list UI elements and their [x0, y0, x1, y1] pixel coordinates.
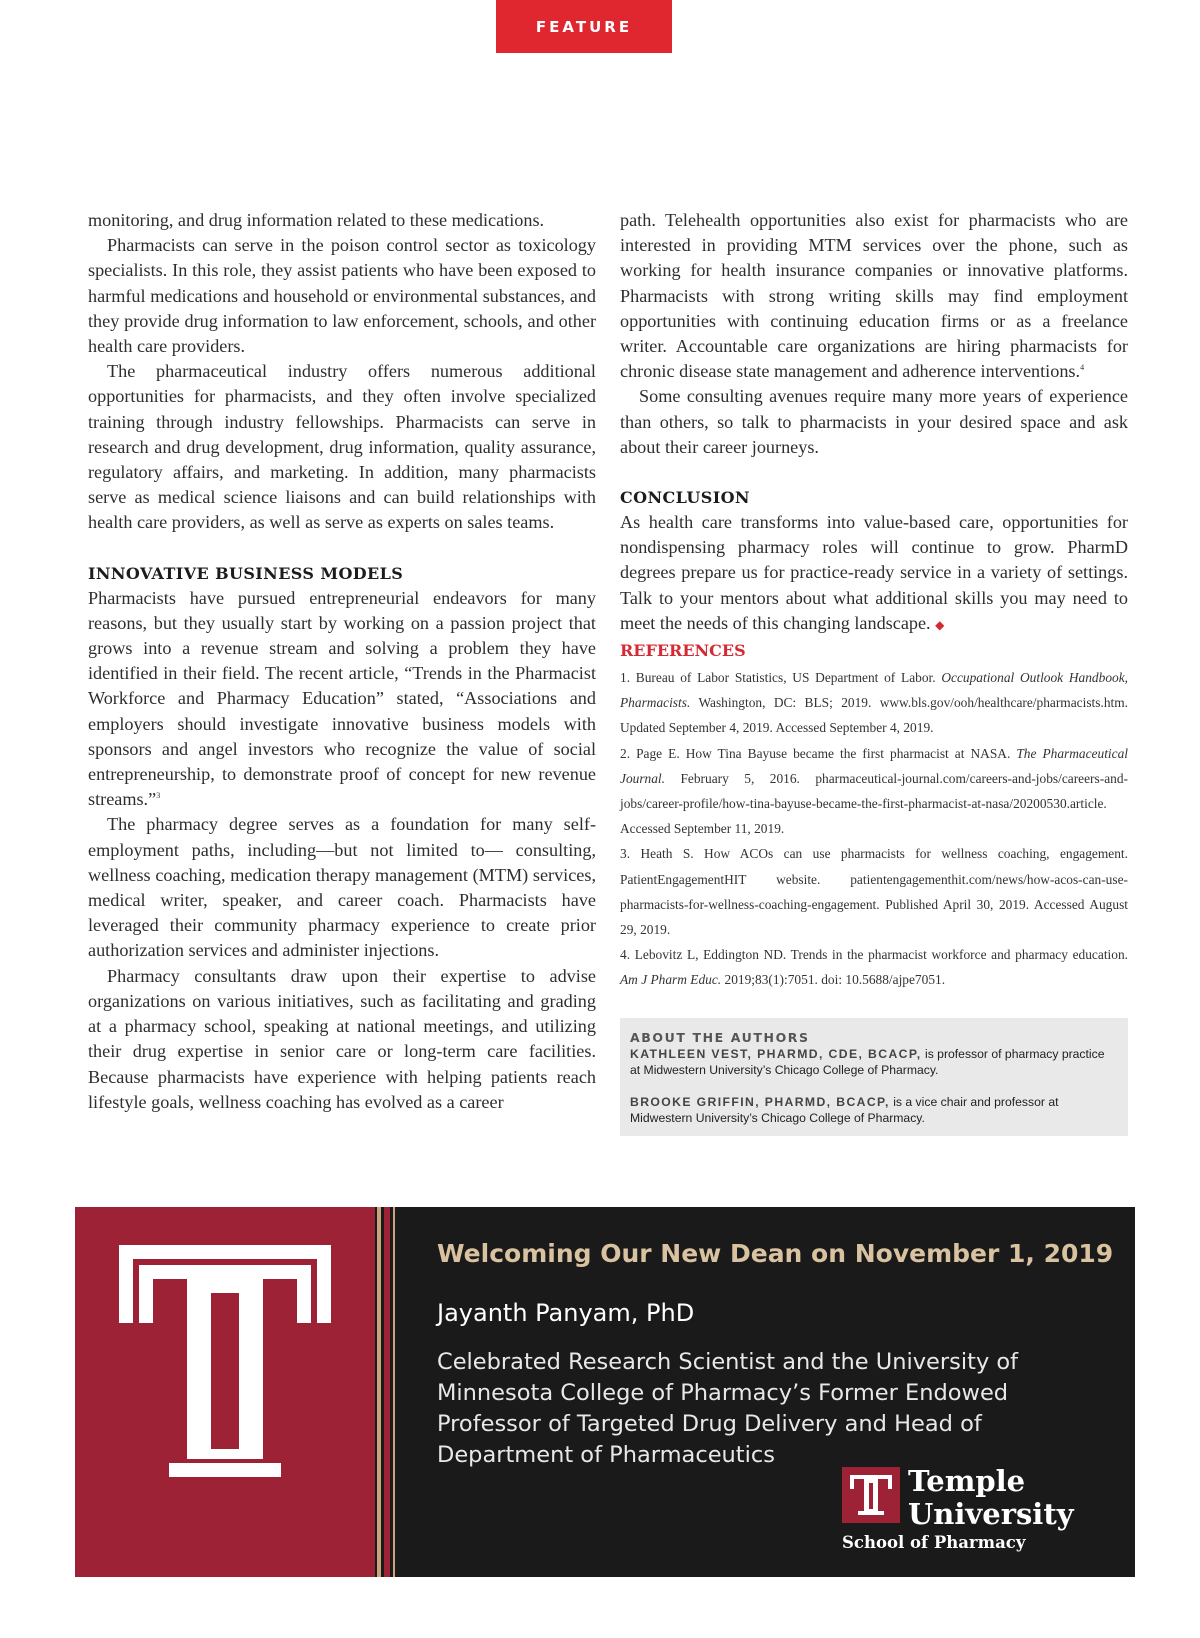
left-column: [88, 208, 596, 1115]
ad-headline: Welcoming Our New Dean on November 1, 2019: [437, 1239, 1114, 1268]
ad-description-line: Department of Pharmaceutics: [437, 1442, 775, 1468]
end-mark-icon: ◆: [935, 617, 945, 632]
author-description: is professor of pharmacy practice at Midwestern University’s Chicago College of Pharmacy.: [630, 1046, 1105, 1077]
reference-text: 4. Lebovitz L, Eddington ND. Trends in the pharmacist workforce and pharmacy education.: [620, 947, 1128, 963]
paragraph: The pharmaceutical industry offers numerous additional opportunities for pharmacists, and they often involve specialized training through industry fellowships. Pharmacists can serve in research and drug development, drug information, quality assurance, regulatory affairs, and marketing. In addition, many pharmacists serve as medical science liaisons and can build relationships with health care providers, as well as serve as experts on sales teams.: [88, 361, 596, 533]
author-name: KATHLEEN VEST, PHARMD, CDE, BCACP,: [630, 1046, 922, 1061]
reference-text: 3. Heath S. How ACOs can use pharmacists for wellness coaching, engagement. PatientEngagementHIT website. patientengagementhit.com/news/how-acos-can-use-pharmacists-for-wellness-coaching-engagement. Published April 30, 2019. Accessed August 29, 2019.: [620, 846, 1128, 938]
section-heading-conclusion: CONCLUSION: [620, 488, 750, 508]
about-the-authors-box: [620, 1018, 1128, 1136]
ad-description-line: Celebrated Research Scientist and the University of: [437, 1349, 1019, 1375]
section-tab: FEATURE: [496, 0, 672, 53]
right-column: [620, 208, 1128, 1136]
reference-title: The Pharmaceutical Journal.: [620, 745, 1128, 786]
citation-superscript: 3: [156, 791, 161, 801]
ad-divider-stripe: [393, 1207, 395, 1577]
ad-divider-stripe: [384, 1207, 390, 1577]
paragraph: The pharmacy degree serves as a foundation for many self-employment paths, including—but not limited to— consulting, wellness coaching, medication therapy management (MTM) services, medical writer, speaker, and career coach. Pharmacists have leveraged their community pharmacy experience to create prior authorization services and administer injections.: [88, 814, 596, 961]
author-bio: [630, 1094, 1118, 1126]
reference-item: [620, 942, 1128, 992]
citation-superscript: 4: [1080, 363, 1085, 373]
ad-dean-name: Jayanth Panyam, PhD: [437, 1299, 695, 1327]
reference-item: [620, 741, 1128, 842]
logo-wordmark: [908, 1465, 1108, 1531]
logo-wordmark-line: University: [908, 1497, 1074, 1531]
reference-item: [620, 841, 1128, 942]
reference-title: Am J Pharm Educ.: [620, 972, 722, 988]
paragraph-text: Pharmacists have pursued entrepreneurial endeavors for many reasons, but they usually start by working on a passion project that grows into a revenue stream and solving a problem they have identified in their field. The recent article, “Trends in the Pharmacist Workforce and Pharmacy Education” stated, “Associations and employers should investigate innovative business models with sponsors and angel investors who recognize the value of social entrepreneurship, to demonstrate proof of concept for new revenue streams.”: [88, 587, 596, 810]
author-bio: [630, 1046, 1118, 1078]
section-heading-innovative: INNOVATIVE BUSINESS MODELS: [88, 563, 404, 583]
author-description: is a vice chair and professor at Midwestern University’s Chicago College of Pharmacy.: [630, 1094, 1059, 1125]
reference-title: Occupational Outlook Handbook, Pharmacists.: [620, 670, 1129, 711]
reference-text: 2. Page E. How Tina Bayuse became the first pharmacist at NASA.: [620, 745, 1017, 761]
references-heading: REFERENCES: [620, 641, 746, 661]
paragraph: Pharmacy consultants draw upon their expertise to advise organizations on various initiatives, such as facilitating and grading at a pharmacy school, speaking at national meetings, and utilizing their drug expertise in senior care or long-term care facilities. Because pharmacists have experience with helping patients reach lifestyle goals, wellness coaching has evolved as a career: [88, 965, 596, 1112]
about-authors-title: ABOUT THE AUTHORS: [630, 1029, 810, 1045]
paragraph-text: As health care transforms into value-based care, opportunities for nondispensing pharmacy roles will continue to grow. PharmD degrees prepare us for practice-ready service in a variety of settings. Talk to your mentors about what additional skills you may need to meet the needs of this changing landscape.: [620, 512, 1128, 633]
reference-item: [620, 665, 1128, 741]
temple-university-advertisement: [75, 1207, 1135, 1577]
reference-text: Washington, DC: BLS; 2019. www.bls.gov/ooh/healthcare/pharmacists.htm. Updated September 4, 2019. Accessed September 4, 2019.: [620, 695, 1128, 736]
paragraph: [88, 586, 596, 813]
reference-text: February 5, 2016. pharmaceutical-journal.com/careers-and-jobs/careers-and-jobs/career-profile/how-tina-bayuse-became-the-first-pharmacist-at-nasa/20200530.article. Accessed September 11, 2019.: [620, 770, 1128, 837]
ad-description: [437, 1347, 1057, 1471]
logo-wordmark-line: Temple: [908, 1464, 1026, 1498]
paragraph: [620, 510, 1128, 638]
ad-divider-stripe: [377, 1207, 381, 1577]
paragraph: Some consulting avenues require many more years of experience than others, so talk to pharmacists in your desired space and ask about their career journeys.: [620, 386, 1128, 457]
paragraph-text: path. Telehealth opportunities also exist for pharmacists who are interested in providing MTM services over the phone, such as working for health insurance companies or innovative platforms. Pharmacists with strong writing skills may find employment opportunities with continuing education firms or as a freelance writer. Accountable care organizations are hiring pharmacists for chronic disease state management and adherence interventions.: [620, 210, 1128, 382]
paragraph: monitoring, and drug information related to these medications.: [88, 210, 545, 230]
references-list: [620, 665, 1128, 993]
paragraph: [620, 208, 1128, 384]
temple-university-logo: [842, 1465, 1102, 1565]
temple-t-logo-icon: [119, 1245, 331, 1495]
temple-t-small-icon: [842, 1467, 900, 1523]
ad-description-line: Minnesota College of Pharmacy’s Former Endowed: [437, 1380, 1009, 1406]
logo-subtitle: School of Pharmacy: [842, 1533, 1026, 1552]
paragraph: Pharmacists can serve in the poison control sector as toxicology specialists. In this role, they assist patients who have been exposed to harmful medications and household or environmental substances, and they provide drug information to law enforcement, schools, and other health care providers.: [88, 235, 596, 357]
ad-description-line: Professor of Targeted Drug Delivery and Head of: [437, 1411, 982, 1437]
reference-text: 2019;83(1):7051. doi: 10.5688/ajpe7051.: [721, 972, 946, 988]
author-name: BROOKE GRIFFIN, PHARMD, BCACP,: [630, 1094, 890, 1109]
reference-text: 1. Bureau of Labor Statistics, US Department of Labor.: [620, 670, 942, 686]
